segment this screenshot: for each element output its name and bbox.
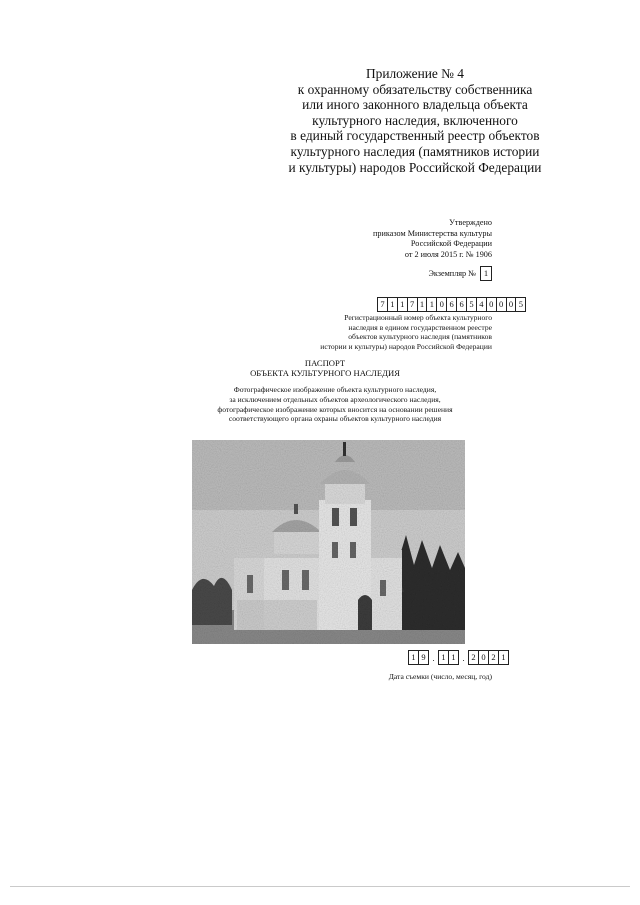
date-digit: 0 xyxy=(478,650,488,665)
registration-caption xyxy=(300,313,492,352)
photo-caption xyxy=(150,385,520,424)
registration-digit: 0 xyxy=(506,297,516,312)
photo-date xyxy=(408,650,509,665)
registration-digit: 0 xyxy=(486,297,496,312)
appendix-line: культурного наследия (памятников истории xyxy=(290,143,540,159)
registration-caption-line: Регистрационный номер объекта культурного xyxy=(344,313,492,322)
registration-digit: 1 xyxy=(426,297,436,312)
appendix-title: Приложение № 4 xyxy=(365,66,465,81)
date-separator: . xyxy=(462,652,465,663)
passport-title-line1: ПАСПОРТ xyxy=(304,358,346,368)
registration-digit: 1 xyxy=(397,297,407,312)
registration-digit: 1 xyxy=(387,297,397,312)
appendix-line: в единый государственный реестр объектов xyxy=(290,128,540,144)
registration-digit: 5 xyxy=(466,297,476,312)
passport-title-line2: ОБЪЕКТА КУЛЬТУРНОГО НАСЛЕДИЯ xyxy=(250,368,400,378)
date-digit: 2 xyxy=(468,650,478,665)
appendix-line: или иного законного владельца объекта xyxy=(302,97,528,113)
date-digit: 9 xyxy=(418,650,429,665)
approval-line: Российской Федерации xyxy=(410,239,492,248)
approval-line: от 2 июля 2015 г. № 1906 xyxy=(404,249,492,259)
registration-caption-line: наследия в едином государственном реестре xyxy=(348,322,492,332)
date-digit: 1 xyxy=(448,650,459,665)
photo-caption-line: за исключением отдельных объектов археологического наследия, xyxy=(229,394,441,404)
registration-digit: 4 xyxy=(476,297,486,312)
scan-artifact-line xyxy=(10,886,630,887)
church-photo xyxy=(192,440,465,644)
approval-line: Утверждено xyxy=(449,218,492,227)
registration-digit: 6 xyxy=(446,297,456,312)
registration-caption-line: объектов культурного наследия (памятников xyxy=(348,332,492,342)
appendix-line: к охранному обязательству собственника xyxy=(297,81,533,97)
date-separator: . xyxy=(432,652,435,663)
registration-digit: 0 xyxy=(436,297,446,312)
photo-date-month xyxy=(438,650,459,665)
copy-number-box: 1 xyxy=(480,266,492,281)
photo-date-caption: Дата съемки (число, месяц, год) xyxy=(388,672,492,681)
copy-label: Экземпляр № xyxy=(428,269,476,278)
photo-caption-line: Фотографическое изображение объекта культурного наследия, xyxy=(233,385,437,394)
registration-digit: 7 xyxy=(377,297,387,312)
appendix-line: и культуры) народов Российской Федерации xyxy=(288,159,542,175)
approval-block xyxy=(330,218,492,260)
registration-digit: 1 xyxy=(417,297,427,312)
date-digit: 1 xyxy=(498,650,509,665)
registration-caption-line: истории и культуры) народов Российской Федерации xyxy=(320,342,492,352)
photo-caption-line: соответствующего органа охраны объектов культурного наследия xyxy=(228,414,442,424)
registration-digit: 0 xyxy=(496,297,506,312)
appendix-line: культурного наследия, включенного xyxy=(312,112,518,128)
passport-title xyxy=(190,358,460,378)
church-photo-drawing xyxy=(192,440,465,644)
approval-line: приказом Министерства культуры xyxy=(373,228,492,238)
date-digit: 2 xyxy=(488,650,498,665)
appendix-header xyxy=(270,66,560,175)
date-digit: 1 xyxy=(408,650,418,665)
photo-caption-line: фотографическое изображение которых вносится на основании решения xyxy=(217,404,453,414)
registration-number xyxy=(377,297,526,312)
registration-digit: 5 xyxy=(515,297,526,312)
copy-number-row xyxy=(380,265,492,282)
photo-date-day xyxy=(408,650,429,665)
date-digit: 1 xyxy=(438,650,448,665)
registration-digit: 7 xyxy=(407,297,417,312)
registration-digit: 6 xyxy=(456,297,466,312)
photo-date-year xyxy=(468,650,509,665)
